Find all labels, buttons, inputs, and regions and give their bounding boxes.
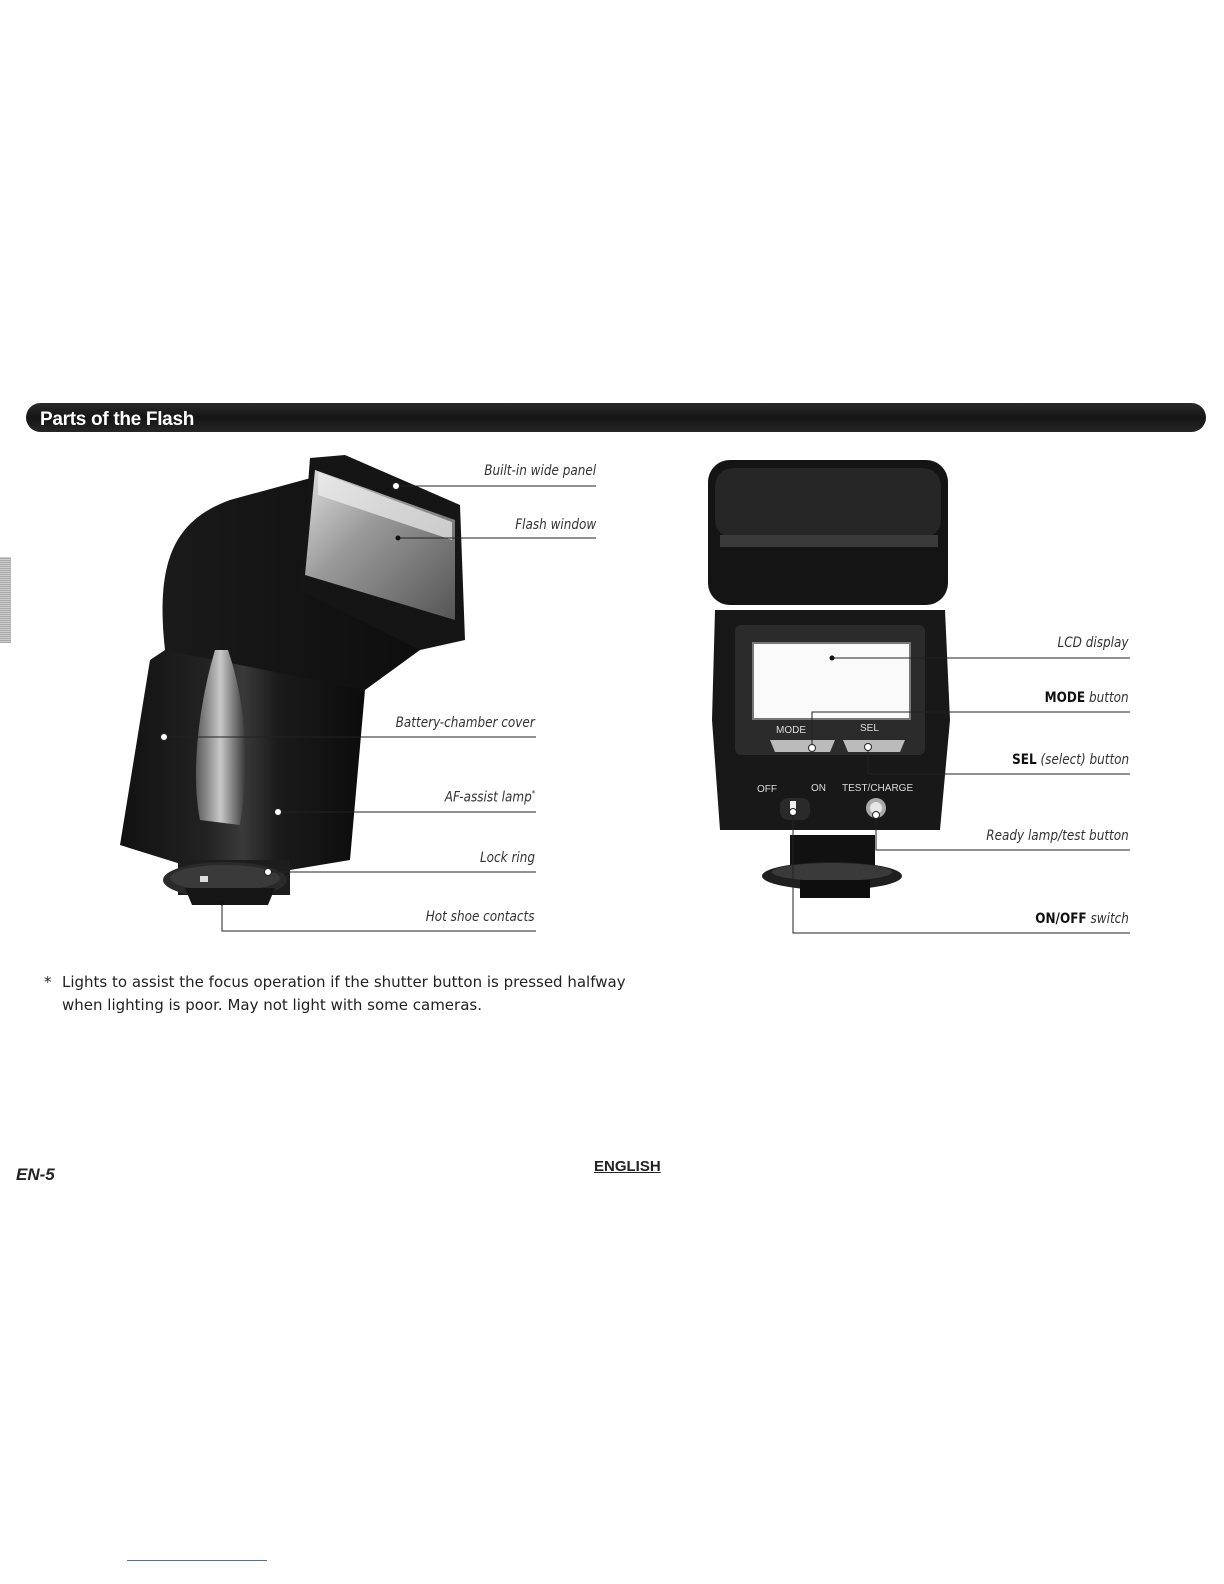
label-mode-button: MODE button <box>1045 690 1129 706</box>
label-battery-chamber-cover: Battery-chamber cover <box>395 715 535 731</box>
language-label: ENGLISH <box>594 1158 661 1175</box>
bottom-rule <box>127 1560 267 1561</box>
section-title: Parts of the Flash <box>40 409 195 430</box>
label-on-off-switch: ON/OFF switch <box>1035 911 1129 927</box>
label-af-assist-lamp: AF-assist lamp* <box>444 789 535 806</box>
device-mode-text: MODE <box>776 725 806 736</box>
footnote-mark: * <box>44 973 52 991</box>
label-sel-button: SEL (select) button <box>1011 752 1129 768</box>
footnote <box>44 971 626 1017</box>
label-flash-window: Flash window <box>514 517 596 533</box>
device-sel-text: SEL <box>860 723 879 734</box>
footnote-line-2: when lighting is poor. May not light with some cameras. <box>62 996 482 1014</box>
label-lcd-display: LCD display <box>1058 635 1129 651</box>
device-test-charge-text: TEST/CHARGE <box>842 783 914 794</box>
device-off-text: OFF <box>757 784 777 795</box>
label-lock-ring: Lock ring <box>479 850 535 866</box>
label-hot-shoe-contacts: Hot shoe contacts <box>426 909 535 925</box>
label-ready-lamp-test-button: Ready lamp/test button <box>986 828 1129 844</box>
label-built-in-wide-panel: Built-in wide panel <box>484 463 596 479</box>
page-number: EN-5 <box>16 1165 55 1184</box>
footnote-line-1: Lights to assist the focus operation if the shutter button is pressed halfway <box>62 973 626 991</box>
device-on-text: ON <box>811 783 826 794</box>
